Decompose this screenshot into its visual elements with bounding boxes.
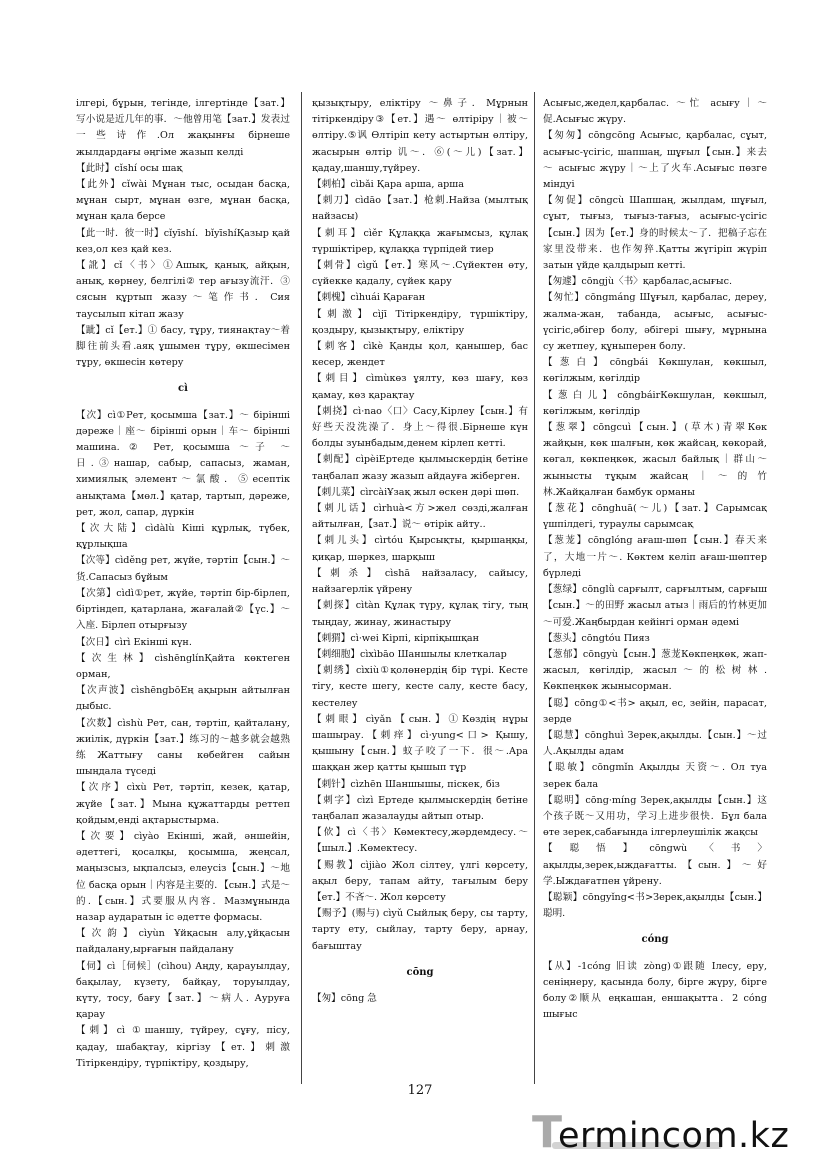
dictionary-entry: 【次要】cìyào Екінші, жай, әншейін, әдеттегі, қосалқы, қосымша, жеңсал, маңызсыз, ықпалсыз, елеусіз【сын.】～地位 басқа орын｜内容是主要的．【сын.】式是～的.【сын.】式要服从内容．Мазмұнында назар аударатын іс әдетте формасы.: [76, 830, 290, 923]
logo-wordmark: ermincom.kz: [558, 1116, 790, 1156]
dictionary-entry: 【此时】cǐshí осы шақ: [76, 162, 183, 174]
dictionary-entry: 【葱白】cōngbái Көкшулан, көкшыл, көгілжым, көгілдір: [543, 357, 767, 385]
dictionary-entry: ілгері, бұрын, тегінде, ілгертінде【зат.】写小说是近几年的事．～他曾用笔【зат.】发表过一些诗作.Ол жақынғы бірнеше жылдардағы әңгіме жазып келді: [76, 98, 290, 158]
section-heading: cóng: [641, 934, 669, 946]
section-heading: cōng: [406, 966, 434, 978]
dictionary-entry: 【聪明】cōng·míng Зерек,ақылды【сын.】这个孩子既～又用功，学习上进步很快．Бұл бала өте зерек,сабағында ілгерлеушілік жақсы: [543, 794, 767, 839]
dictionary-entry: 【次等】cìděng рет, жүйе, тәртіп【сын.】～货.Сапасыз бұйым: [76, 555, 290, 583]
dictionary-entry: қызықтыру, еліктіру ～鼻子．Мұрнын тітіркендіру③【ет.】遇～ өлтіріру｜被～ өлтіру.⑤讽 Өлтіріп кету астыртын өлтіру, жасырын өлтір 讥～．⑥(～儿)【зат.】қадау,шаншу,түйреу.: [312, 98, 528, 174]
column-divider: [301, 92, 302, 1084]
dictionary-entry: 【匆】cōng 急: [312, 992, 377, 1004]
dictionary-entry: 【伺】cì［伺候］(cìhou) Аңду, қарауылдау, бақылау, күзету, байқау, торуылдау, күту, тосу, бағу【зат.】～病人. Ауруға қарау: [76, 960, 290, 1021]
dictionary-entry: 【刺儿头】cìrtóu Қырсықты, қыршаңқы, қиқар, шәркез, шарқыш: [312, 535, 528, 563]
dictionary-entry: 【刺儿话】cìrhuà<方>жел сөзді,жалған айтылған,【зат.】说～ өтірік айту..: [312, 503, 528, 531]
dictionary-entry: 【刺探】cìtàn Құлақ түру, құлақ тігу, тың тыңдау, жинау, жинастыру: [312, 600, 528, 628]
dictionary-entry: 【刺字】cìzì Ертеде қылмыскердің бетіне таңбалап жазалауды айтып отыр.: [312, 794, 528, 822]
dictionary-entry: 【刺针】cìzhēn Шаншышы, піскек, біз: [312, 778, 500, 790]
dictionary-entry: 【葱花】cōnghuā(～儿)【зат.】Сарымсақ үшпілдегі, тураулы сарымсақ: [543, 503, 767, 531]
dictionary-entry: 【聪】cōng①<书> ақыл, ес, зейін, парасат, зерде: [543, 697, 767, 725]
dictionary-entry: 【刺儿菜】cìrcàiҰзақ жыл өскен дәрі шөп.: [312, 486, 520, 498]
dictionary-entry: 【葱绿】cōnglǜ сарғылт, сарғылтым, сарғыш【сын.】～的田野 жасыл атыз｜雨后的竹林更加～可爱.Жаңбырдан кейінгі орман әдемі: [543, 584, 767, 628]
dictionary-entry: 【葱头】cōngtóu Пияз: [543, 632, 650, 644]
dictionary-entry: 【次数】cìshù Рет, сан, тәртіп, қайталану, жиілік, дүркін【зат.】练习的～越多就会越熟练Жаттығу саны көбейген сайын шыңдала түседі: [76, 717, 290, 778]
dictionary-entry: 【葱茏】cōnglóng ағаш-шөп【сын.】春天来了，大地一片～. Көктем келіп ағаш-шөптер бүрледі: [543, 535, 767, 579]
dictionary-entry: 【赐教】cìjiào Жол сілтеу, үлгі көрсету, ақыл беру, тапам айту, тағылым беру【ет.】不吝～. Жол көрсету: [312, 859, 528, 903]
dictionary-entry: 【次日】cìrì Екінші күн.: [76, 636, 192, 648]
dictionary-entry: 【葱白儿】cōngbáirКөкшулан, көкшыл, көгілжым, көгілдір: [543, 389, 767, 417]
dictionary-entry: 【刺激】cìjī Тітіркендіру, түршіктіру, қоздыру, қызықтыру, еліктіру: [312, 308, 528, 336]
dictionary-entry: 【刺柏】cìbǎi Қара арша, арша: [312, 179, 464, 191]
dictionary-entry: 【次第】cìdì①рет, жүйе, тәртіп бір-бірлеп, біртіндеп, қатарлана, жағалай②【үс.】～入座. Бірлеп отырғызу: [76, 587, 290, 632]
section-heading: cì: [178, 383, 188, 395]
dictionary-entry: 【次生林】cìshēnglínҚайта көктеген орман,: [76, 652, 290, 680]
dictionary-entry: 【刺客】cìkè Қанды қол, қанышер, бас кесер, жендет: [312, 341, 528, 369]
dictionary-entry: 【匆匆】cōngcōng Асығыс, қарбалас, сұыт, асығыс-үсігіс, шапшаң, шұғыл【сын.】来去～ асығыс жүру｜～上了火车.Асығыс пөзге міндуі: [543, 130, 767, 191]
dictionary-entry: 【刺槐】cìhuái Қараған: [312, 292, 426, 304]
dictionary-entry: 【此一时．彼一时】cǐyīshí．bǐyīshíҚазыр қай кез,ол кез қай кез.: [76, 227, 290, 255]
dictionary-entry: 【匆遽】cōngjù〈书〉қарбалас,асығыс.: [543, 276, 732, 288]
dictionary-column-2: [312, 96, 528, 1081]
dictionary-entry: 【匆忙】cōngmáng Шұғыл, қарбалас, дереу, жалма-жан, табанда, асығыс, асығыс-үсігіс,әбігер болу, әбігері шығу, мұрнына су жетпеу, құныперен болу.: [543, 292, 767, 353]
dictionary-entry: 【葱郁】cōngyù【сын.】葱茏Көкпеңкөк, жап-жасыл, көгілдір, жасыл～的松树林. Көкпеңкөк жынысорман.: [543, 648, 767, 693]
dictionary-entry: 【此外】cǐwài Мұнан тыс, осыдан басқа, мұнан сырт, мұнан өзге, мұнан басқа, мұнан қала берсе: [76, 179, 290, 223]
dictionary-entry: 【刺挠】cì·nao〈口〉Сасу,Кірлеу【сын.】有好些天没洗澡了．身上～得很.Бірнеше күн болды зуынбадым,денем кірлеп кетті.: [312, 405, 528, 450]
dictionary-entry: 【跐】cǐ【ет.】① басу, тұру, тиянақтау～着脚往前头看.аяқ ұшымен тұру, өкшесімен тұру, өкшесін көтеру: [76, 324, 290, 369]
dictionary-entry: 【次】cì①Рет, қосымша【зат.】～ бірінші дәреже｜座～ бірінші орын｜车～ бірінші машина. ② Рет, қосымша ～子 ～日.③нашар, сабыр, сапасыз, жаман, химиялық элемент～氯酸．⑤есептік анықтама【мөл.】қатар, тартып, дәреже, рет, жол, сапар, дүркін: [76, 409, 290, 518]
dictionary-entry: 【次大陆】cìdàlù Кіші құрлық, түбек, құрлықша: [76, 523, 290, 551]
dictionary-entry: 【刺细胞】cìxìbāo Шаншылы клеткалар: [312, 648, 507, 660]
dictionary-entry: 【次序】cìxù Рет, тәртіп, кезек, қатар, жүйе【зат.】Мына құжаттарды реттеп қойдым,енді ақтарыстырма.: [76, 782, 290, 826]
dictionary-entry: 【刺目】cìmùкөз ұялту, көз шағу, көз қамау, көз қарақтау: [312, 373, 528, 401]
dictionary-entry: 【刺绣】cìxiù①қолөнердің бір түрі. Кесте тігу, кесте шегу, кесте салу, кесте басу, кестелеу: [312, 665, 528, 709]
dictionary-entry: 【聪颖】cōngyǐng<书>Зерек,ақылды【сын.】聪明.: [543, 891, 767, 920]
dictionary-entry: 【刺眼】cìyǎn【сын.】①Көздің нұры шашырау.【刺痒】cì·yung<口> Қышу, қышыну【сын.】蚊子咬了一下．很～.Ара шаққан жер қатты қышып тұр: [312, 713, 528, 774]
dictionary-entry: 【刺猬】cì·wei Кірпі, кірпіқышқан: [312, 632, 480, 644]
dictionary-entry: 【刺刀】cìdāo【зат.】枪刺.Найза (мылтық найзасы): [312, 195, 528, 223]
dictionary-column-3: [543, 96, 767, 1081]
dictionary-entry: 【聪慧】cōnghuì Зерек,ақылды.【сын.】～过人.Ақылды адам: [543, 729, 767, 758]
logo-t-mark: T: [532, 1107, 563, 1158]
dictionary-entry: 【刺骨】cìgǔ【ет.】寒风～.Сүйектен өту, сүйекке қадалу, сүйек қару: [312, 260, 528, 288]
dictionary-entry: 【刺杀】cìshā найзаласу, сайысу, найзагерлік үйрену: [312, 567, 528, 596]
dictionary-entry: 【匆促】cōngcù Шапшаң, жылдам, шұғыл, сұыт, тығыз, тығыз-тағыз, асығыс-үсігіс【сын.】因为【ет.】身的时候太～了．把稿子忘在家里没带来．也作匆猝.Қатты жүгіріп жүріп затын үйде қалдырып кетті.: [543, 195, 767, 272]
dictionary-entry: 【訛】cǐ〈书〉①Ашық, қанық, айқын, анық, көрнеу, белгілі② тер ағызу流汗．③ сясын құртып жазу～笔作书．Сия таусылып кітап жазу: [76, 260, 290, 320]
dictionary-entry: Асығыс,жедел,қарбалас. ～忙 асығу｜～促.Асығыс жүру.: [543, 98, 767, 126]
dictionary-column-1: [76, 96, 290, 1081]
termincom-logo: [532, 1108, 812, 1160]
dictionary-entry: 【次韵】cìyùn Ұйқасын алу,ұйқасын пайдалану,ырғағын пайдалану: [76, 928, 290, 956]
dictionary-entry: 【聪悟】cōngwù〈书〉ақылды,зерек,ыждағатты.【сын.】～好学.Ыждағатпен үйрену.: [543, 843, 767, 887]
dictionary-entry: 【次声波】cìshēngbōЕң ақырын айтылған дыбыс.: [76, 685, 290, 713]
column-divider: [534, 92, 535, 1084]
dictionary-entry: 【聪敏】cōngmǐn Ақылды 天资～. Ол туа зерек бала: [543, 762, 767, 790]
page-number: 127: [407, 1083, 433, 1098]
dictionary-entry: 【赐予】(赐与) cìyǔ Сыйлық беру, сы тарту, тарту ету, сыйлау, тарту беру, арнау, бағыштау: [312, 908, 528, 952]
dictionary-entry: 【葱翠】cōngcuì【сын.】(草木)青翠Көк жайқын, көк шалғын, көк жайсаң, көкорай, көгал, көкпеңкөк, жасыл байлық｜群山～ жынысты тұқым жайсаң｜～的竹林.Жайқалған бамбук орманы: [543, 422, 767, 498]
dictionary-entry: 【刺配】cìpèiЕртеде қылмыскердің бетіне таңбалап жазу жазып айдауға жіберген.: [312, 454, 528, 482]
dictionary-entry: 【佽】cì〈书〉Көмектесу,жәрдемдесу.～【шыл.】.Көмектесу.: [312, 827, 528, 855]
dictionary-entry: 【刺耳】cìěr Құлаққа жағымсыз, құлақ түршіктірер, құлаққа түрпідей тиер: [312, 227, 528, 255]
dictionary-entry: 【从】-1cóng 旧读 zòng)①跟随 Ілесу, еру, сеніңнеру, қасында болу, бірге жүру, бірге болу②顺从 еңкашан, еншақытта．2 cóng шығыс: [543, 960, 767, 1021]
dictionary-entry: 【刺】cì ①шаншу, түйреу, сұғу, пісу, қадау, шабақтау, кіргізу【ет.】刺激 Тітіркендіру, түрпіктіру, қоздыру,: [76, 1025, 290, 1069]
